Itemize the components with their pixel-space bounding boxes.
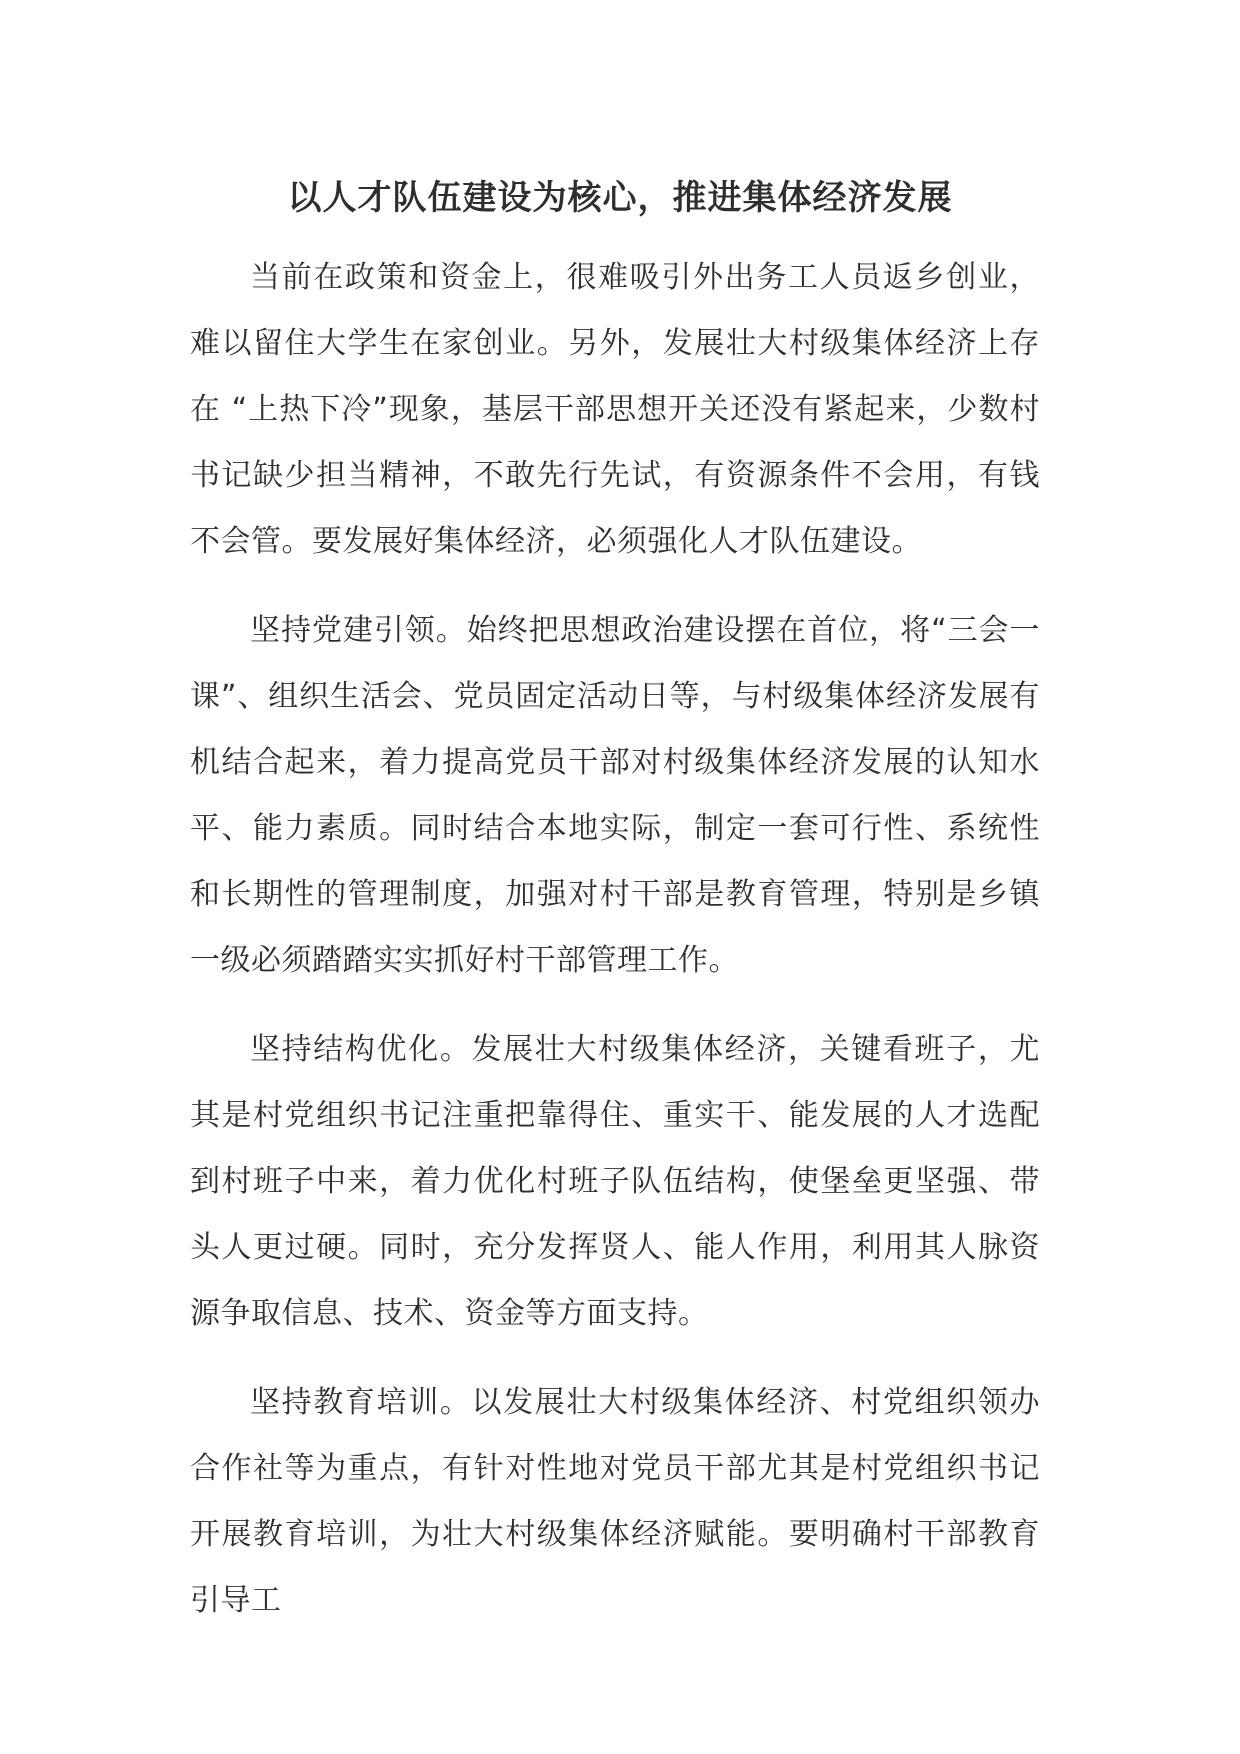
document-title: 以人才队伍建设为核心，推进集体经济发展 — [287, 178, 953, 218]
paragraph-structure-optimization: 坚持结构优化。发展壮大村级集体经济，关键看班子，尤其是村党组织书记注重把靠得住、重实干、能发展的人才选配到村班子中来，着力优化村班子队伍结构，使堡垒更坚强、带头人更过硬。同时，充分发挥贤人、能人作用，利用其人脉资源争取信息、技术、资金等方面支持。 — [190, 1032, 1040, 1331]
document-body — [190, 245, 1040, 1657]
paragraph-intro: 当前在政策和资金上，很难吸引外出务工人员返乡创业，难以留住大学生在家创业。另外，发展壮大村级集体经济上存在 “上热下冷”现象，基层干部思想开关还没有紧起来，少数村书记缺少担当精神，不敢先行先试，有资源条件不会用，有钱不会管。要发展好集体经济，必须强化人才队伍建设。 — [190, 260, 1040, 559]
paragraph-party-leadership: 坚持党建引领。始终把思想政治建设摆在首位，将“三会一课”、组织生活会、党员固定活动日等，与村级集体经济发展有机结合起来，着力提高党员干部对村级集体经济发展的认知水平、能力素质。同时结合本地实际，制定一套可行性、系统性和长期性的管理制度，加强对村干部是教育管理，特别是乡镇一级必须踏踏实实抓好村干部管理工作。 — [190, 613, 1040, 978]
paragraph-education-training: 坚持教育培训。以发展壮大村级集体经济、村党组织领办合作社等为重点，有针对性地对党员干部尤其是村党组织书记开展教育培训，为壮大村级集体经济赋能。要明确村干部教育引导工 — [190, 1385, 1040, 1618]
